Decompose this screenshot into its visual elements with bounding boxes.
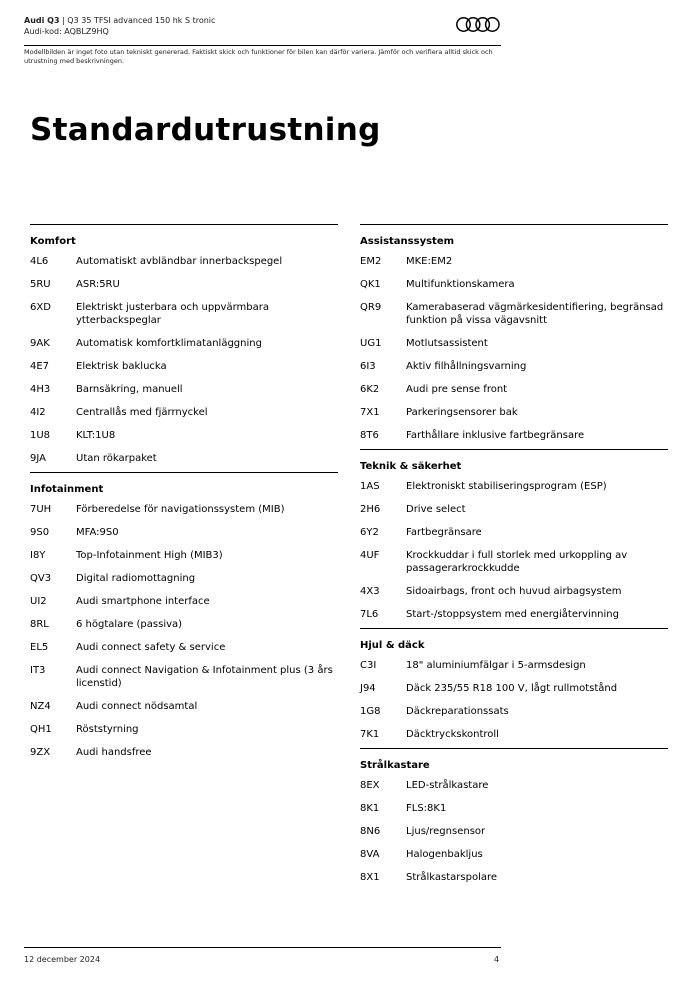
equipment-description: Däck 235/55 R18 100 V, lågt rullmotstånd bbox=[406, 683, 618, 694]
disclaimer: Modellbilden är inget foto utan tekniskt genererad. Faktiskt skick och funktioner för bilen kan därför variera. Jämför och verifiera alltid skick och utrustning med beskrivningen. bbox=[24, 48, 493, 65]
equipment-code: 7UH bbox=[30, 504, 52, 515]
equipment-code: 8RL bbox=[30, 619, 49, 630]
equipment-description: Start-/stoppsystem med energiåtervinning bbox=[406, 609, 619, 620]
right-column bbox=[360, 224, 668, 891]
equipment-code: UG1 bbox=[360, 338, 382, 349]
equipment-description: Däckreparationssats bbox=[406, 706, 509, 717]
left-column bbox=[30, 224, 338, 766]
equipment-description: MKE:EM2 bbox=[406, 256, 453, 267]
equipment-code: 8X1 bbox=[360, 872, 380, 883]
equipment-description: Aktiv filhållningsvarning bbox=[406, 361, 527, 372]
equipment-item bbox=[30, 401, 338, 424]
section-teknik-sakerhet bbox=[360, 449, 668, 626]
equipment-description: Top-Infotainment High (MIB3) bbox=[76, 550, 223, 561]
equipment-item bbox=[360, 723, 668, 746]
equipment-item bbox=[30, 296, 338, 332]
equipment-code: 7K1 bbox=[360, 729, 380, 740]
equipment-item bbox=[30, 659, 338, 695]
equipment-item bbox=[30, 424, 338, 447]
equipment-item bbox=[30, 613, 338, 636]
equipment-code: QH1 bbox=[30, 724, 52, 735]
equipment-description: Krockkuddar i full storlek med urkoppling av passagerarkrockkudde bbox=[406, 550, 628, 574]
equipment-code: 1G8 bbox=[360, 706, 381, 717]
equipment-description: Ljus/regnsensor bbox=[406, 826, 486, 837]
equipment-item bbox=[360, 544, 668, 580]
equipment-description: Multifunktionskamera bbox=[406, 279, 515, 290]
equipment-code: 6I3 bbox=[360, 361, 376, 372]
equipment-code: 7L6 bbox=[360, 609, 379, 620]
equipment-description: Sidoairbags, front och huvud airbagsystem bbox=[406, 586, 622, 597]
equipment-description: Audi handsfree bbox=[76, 747, 152, 758]
equipment-code: I8Y bbox=[30, 550, 46, 561]
equipment-code: J94 bbox=[360, 683, 376, 694]
section-title: Assistanssystem bbox=[360, 236, 455, 247]
equipment-item bbox=[360, 424, 668, 447]
equipment-code: UI2 bbox=[30, 596, 47, 607]
header-divider bbox=[24, 45, 501, 46]
equipment-description: Audi pre sense front bbox=[406, 384, 508, 395]
equipment-item bbox=[30, 447, 338, 470]
equipment-description: Utan rökarpaket bbox=[76, 453, 157, 464]
equipment-item bbox=[30, 273, 338, 296]
equipment-code: QK1 bbox=[360, 279, 381, 290]
equipment-code: QV3 bbox=[30, 573, 52, 584]
equipment-item bbox=[30, 498, 338, 521]
equipment-code: 1U8 bbox=[30, 430, 51, 441]
equipment-item bbox=[360, 273, 668, 296]
equipment-item bbox=[30, 718, 338, 741]
equipment-item bbox=[360, 700, 668, 723]
equipment-item bbox=[360, 603, 668, 626]
section-komfort bbox=[30, 224, 338, 470]
equipment-description: Centrallås med fjärrnyckel bbox=[76, 407, 208, 418]
equipment-item bbox=[360, 296, 668, 332]
equipment-description: Kamerabaserad vägmärkesidentifiering, begränsad funktion på vissa vägavsnitt bbox=[406, 302, 664, 326]
equipment-item bbox=[360, 250, 668, 273]
equipment-item bbox=[30, 250, 338, 273]
equipment-code: 9ZX bbox=[30, 747, 51, 758]
equipment-code: 6XD bbox=[30, 302, 51, 313]
header-separator: | bbox=[59, 16, 68, 25]
section-stralkastare bbox=[360, 748, 668, 889]
equipment-item bbox=[360, 677, 668, 700]
equipment-description: Farthållare inklusive fartbegränsare bbox=[406, 430, 585, 441]
equipment-code: 6K2 bbox=[360, 384, 380, 395]
equipment-description: Elektriskt justerbara och uppvärmbara ytterbackspeglar bbox=[76, 302, 269, 326]
equipment-code: 4L6 bbox=[30, 256, 49, 267]
audi-code: AQBLZ9HQ bbox=[64, 27, 109, 36]
equipment-code: 9AK bbox=[30, 338, 50, 349]
equipment-description: Audi smartphone interface bbox=[76, 596, 210, 607]
page-number: 4 bbox=[494, 955, 500, 964]
equipment-description: Däcktryckskontroll bbox=[406, 729, 499, 740]
equipment-description: Röststyrning bbox=[76, 724, 139, 735]
equipment-description: KLT:1U8 bbox=[76, 430, 116, 441]
section-hjul-dack bbox=[360, 628, 668, 746]
footer-divider bbox=[24, 947, 501, 948]
section-assistanssystem bbox=[360, 224, 668, 447]
equipment-code: 5RU bbox=[30, 279, 51, 290]
equipment-code: 4H3 bbox=[30, 384, 51, 395]
section-title: Hjul & däck bbox=[360, 640, 425, 651]
equipment-item bbox=[360, 654, 668, 677]
equipment-description: Automatisk komfortklimatanläggning bbox=[76, 338, 262, 349]
equipment-item bbox=[30, 378, 338, 401]
section-title: Strålkastare bbox=[360, 760, 430, 771]
equipment-code: 4I2 bbox=[30, 407, 46, 418]
section-title: Komfort bbox=[30, 236, 76, 247]
equipment-description: ASR:5RU bbox=[76, 279, 120, 290]
equipment-code: IT3 bbox=[30, 665, 46, 676]
equipment-description: MFA:9S0 bbox=[76, 527, 119, 538]
equipment-code: 9S0 bbox=[30, 527, 50, 538]
header-model: Audi Q3 bbox=[24, 16, 60, 25]
equipment-item bbox=[30, 544, 338, 567]
equipment-item bbox=[30, 521, 338, 544]
equipment-description: Förberedelse för navigationssystem (MIB) bbox=[76, 504, 285, 515]
equipment-code: 1AS bbox=[360, 481, 380, 492]
equipment-item bbox=[30, 636, 338, 659]
equipment-code: 7X1 bbox=[360, 407, 380, 418]
header-code-line bbox=[24, 27, 109, 36]
equipment-description: Motlutsassistent bbox=[406, 338, 488, 349]
equipment-description: Automatiskt avbländbar innerbackspegel bbox=[76, 256, 283, 267]
equipment-description: Audi connect nödsamtal bbox=[76, 701, 198, 712]
equipment-description: Elektrisk baklucka bbox=[76, 361, 167, 372]
equipment-item bbox=[30, 567, 338, 590]
equipment-item bbox=[360, 797, 668, 820]
equipment-item bbox=[360, 498, 668, 521]
equipment-code: 4E7 bbox=[30, 361, 50, 372]
equipment-description: Audi connect Navigation & Infotainment plus (3 års licenstid) bbox=[76, 665, 333, 689]
equipment-description: 18" aluminiumfälgar i 5-armsdesign bbox=[406, 660, 586, 671]
audi-code-label: Audi-kod: bbox=[24, 27, 62, 36]
header-model-line bbox=[24, 16, 215, 25]
equipment-description: Audi connect safety & service bbox=[76, 642, 226, 653]
section-title: Teknik & säkerhet bbox=[360, 461, 462, 472]
equipment-code: 4UF bbox=[360, 550, 380, 561]
equipment-item bbox=[360, 866, 668, 889]
equipment-code: 8EX bbox=[360, 780, 380, 791]
equipment-item bbox=[30, 355, 338, 378]
equipment-code: EL5 bbox=[30, 642, 49, 653]
section-infotainment bbox=[30, 472, 338, 764]
equipment-code: 6Y2 bbox=[360, 527, 379, 538]
equipment-description: LED-strålkastare bbox=[406, 780, 489, 791]
equipment-code: 8N6 bbox=[360, 826, 381, 837]
equipment-code: 8K1 bbox=[360, 803, 380, 814]
equipment-item bbox=[360, 332, 668, 355]
section-title: Infotainment bbox=[30, 484, 104, 495]
equipment-description: Drive select bbox=[406, 504, 466, 515]
equipment-item bbox=[30, 741, 338, 764]
equipment-item bbox=[30, 695, 338, 718]
equipment-item bbox=[30, 590, 338, 613]
equipment-code: 8T6 bbox=[360, 430, 379, 441]
equipment-description: Parkeringsensorer bak bbox=[406, 407, 518, 418]
equipment-item bbox=[360, 843, 668, 866]
equipment-item bbox=[360, 820, 668, 843]
equipment-item bbox=[360, 521, 668, 544]
equipment-description: Strålkastarspolare bbox=[406, 872, 498, 883]
equipment-description: 6 högtalare (passiva) bbox=[76, 619, 183, 630]
equipment-code: 9JA bbox=[30, 453, 46, 464]
equipment-description: Halogenbakljus bbox=[406, 849, 483, 860]
equipment-code: C3I bbox=[360, 660, 377, 671]
header-variant: Q3 35 TFSI advanced 150 hk S tronic bbox=[67, 16, 216, 25]
equipment-code: QR9 bbox=[360, 302, 382, 313]
equipment-item bbox=[360, 355, 668, 378]
equipment-description: Fartbegränsare bbox=[406, 527, 482, 538]
page-title: Standardutrustning bbox=[30, 112, 381, 148]
equipment-item bbox=[360, 401, 668, 424]
audi-rings-logo-icon bbox=[455, 16, 501, 33]
equipment-code: EM2 bbox=[360, 256, 382, 267]
equipment-item bbox=[360, 475, 668, 498]
footer-date: 12 december 2024 bbox=[24, 955, 101, 964]
equipment-description: FLS:8K1 bbox=[406, 803, 447, 814]
equipment-description: Barnsäkring, manuell bbox=[76, 384, 183, 395]
equipment-description: Elektroniskt stabiliseringsprogram (ESP) bbox=[406, 481, 607, 492]
equipment-item bbox=[30, 332, 338, 355]
equipment-code: 8VA bbox=[360, 849, 380, 860]
equipment-code: 4X3 bbox=[360, 586, 380, 597]
equipment-description: Digital radiomottagning bbox=[76, 573, 196, 584]
equipment-code: NZ4 bbox=[30, 701, 51, 712]
equipment-item bbox=[360, 378, 668, 401]
equipment-code: 2H6 bbox=[360, 504, 381, 515]
equipment-item bbox=[360, 774, 668, 797]
equipment-item bbox=[360, 580, 668, 603]
